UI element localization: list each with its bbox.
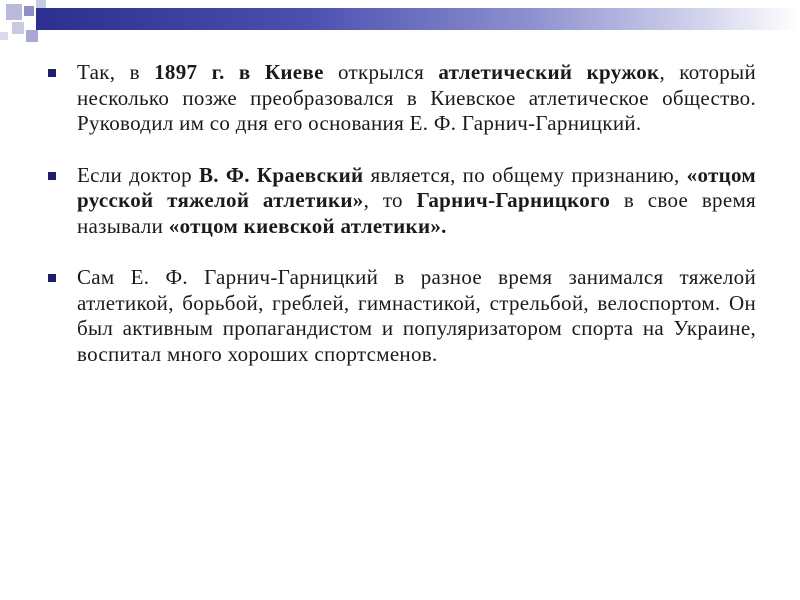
decorative-square xyxy=(36,0,46,8)
text-segment: Если доктор xyxy=(77,162,199,187)
text-segment: , который несколько позже преобразовался в Киевское атлетическое общество. Руководил им со дня его основания Е. Ф. Гарнич-Гарницкий. xyxy=(77,60,757,135)
text-segment: Так, в xyxy=(77,60,155,84)
text-segment: , то xyxy=(363,188,417,212)
bold-text-segment: Гарнич-Гарницкого xyxy=(416,188,611,212)
bold-text-segment: В. Ф. Краевский xyxy=(198,162,364,187)
header-decoration xyxy=(0,0,800,50)
decorative-square xyxy=(26,30,38,42)
header-gradient-bar xyxy=(36,8,800,30)
decorative-square xyxy=(12,22,24,34)
text-segment: Сам Е. Ф. Гарнич-Гарницкий в разное время занимался тяжелой атлетикой, борьбой, греблей, гимнастикой, стрельбой, велоспортом. Он был активным пропагандистом и популяризатором спорта на Украине, воспитал много хороших спортсменов. xyxy=(77,265,756,366)
bold-text-segment: «отцом русской тяжелой атлетики» xyxy=(77,162,756,212)
text-segment: открылся xyxy=(323,60,439,84)
bullet-item xyxy=(48,163,756,240)
text-segment: является, по общему признанию, xyxy=(363,162,687,187)
square-bullet-icon xyxy=(48,172,56,180)
decorative-square xyxy=(0,32,8,40)
slide-body xyxy=(48,60,756,393)
decorative-square xyxy=(24,6,34,16)
bullet-text xyxy=(77,163,756,240)
square-bullet-icon xyxy=(48,274,56,282)
decorative-square xyxy=(6,4,22,20)
bullet-text xyxy=(77,60,756,137)
bold-text-segment: 1897 г. в Киеве xyxy=(154,60,324,84)
bullet-item xyxy=(48,60,756,137)
bold-text-segment: атлетический кружок xyxy=(438,60,660,84)
square-bullet-icon xyxy=(48,69,56,77)
bullet-text xyxy=(77,265,756,367)
text-segment: в свое время называли xyxy=(77,188,757,238)
bold-text-segment: «отцом киевской атлетики». xyxy=(168,213,447,238)
bullet-item xyxy=(48,265,756,367)
